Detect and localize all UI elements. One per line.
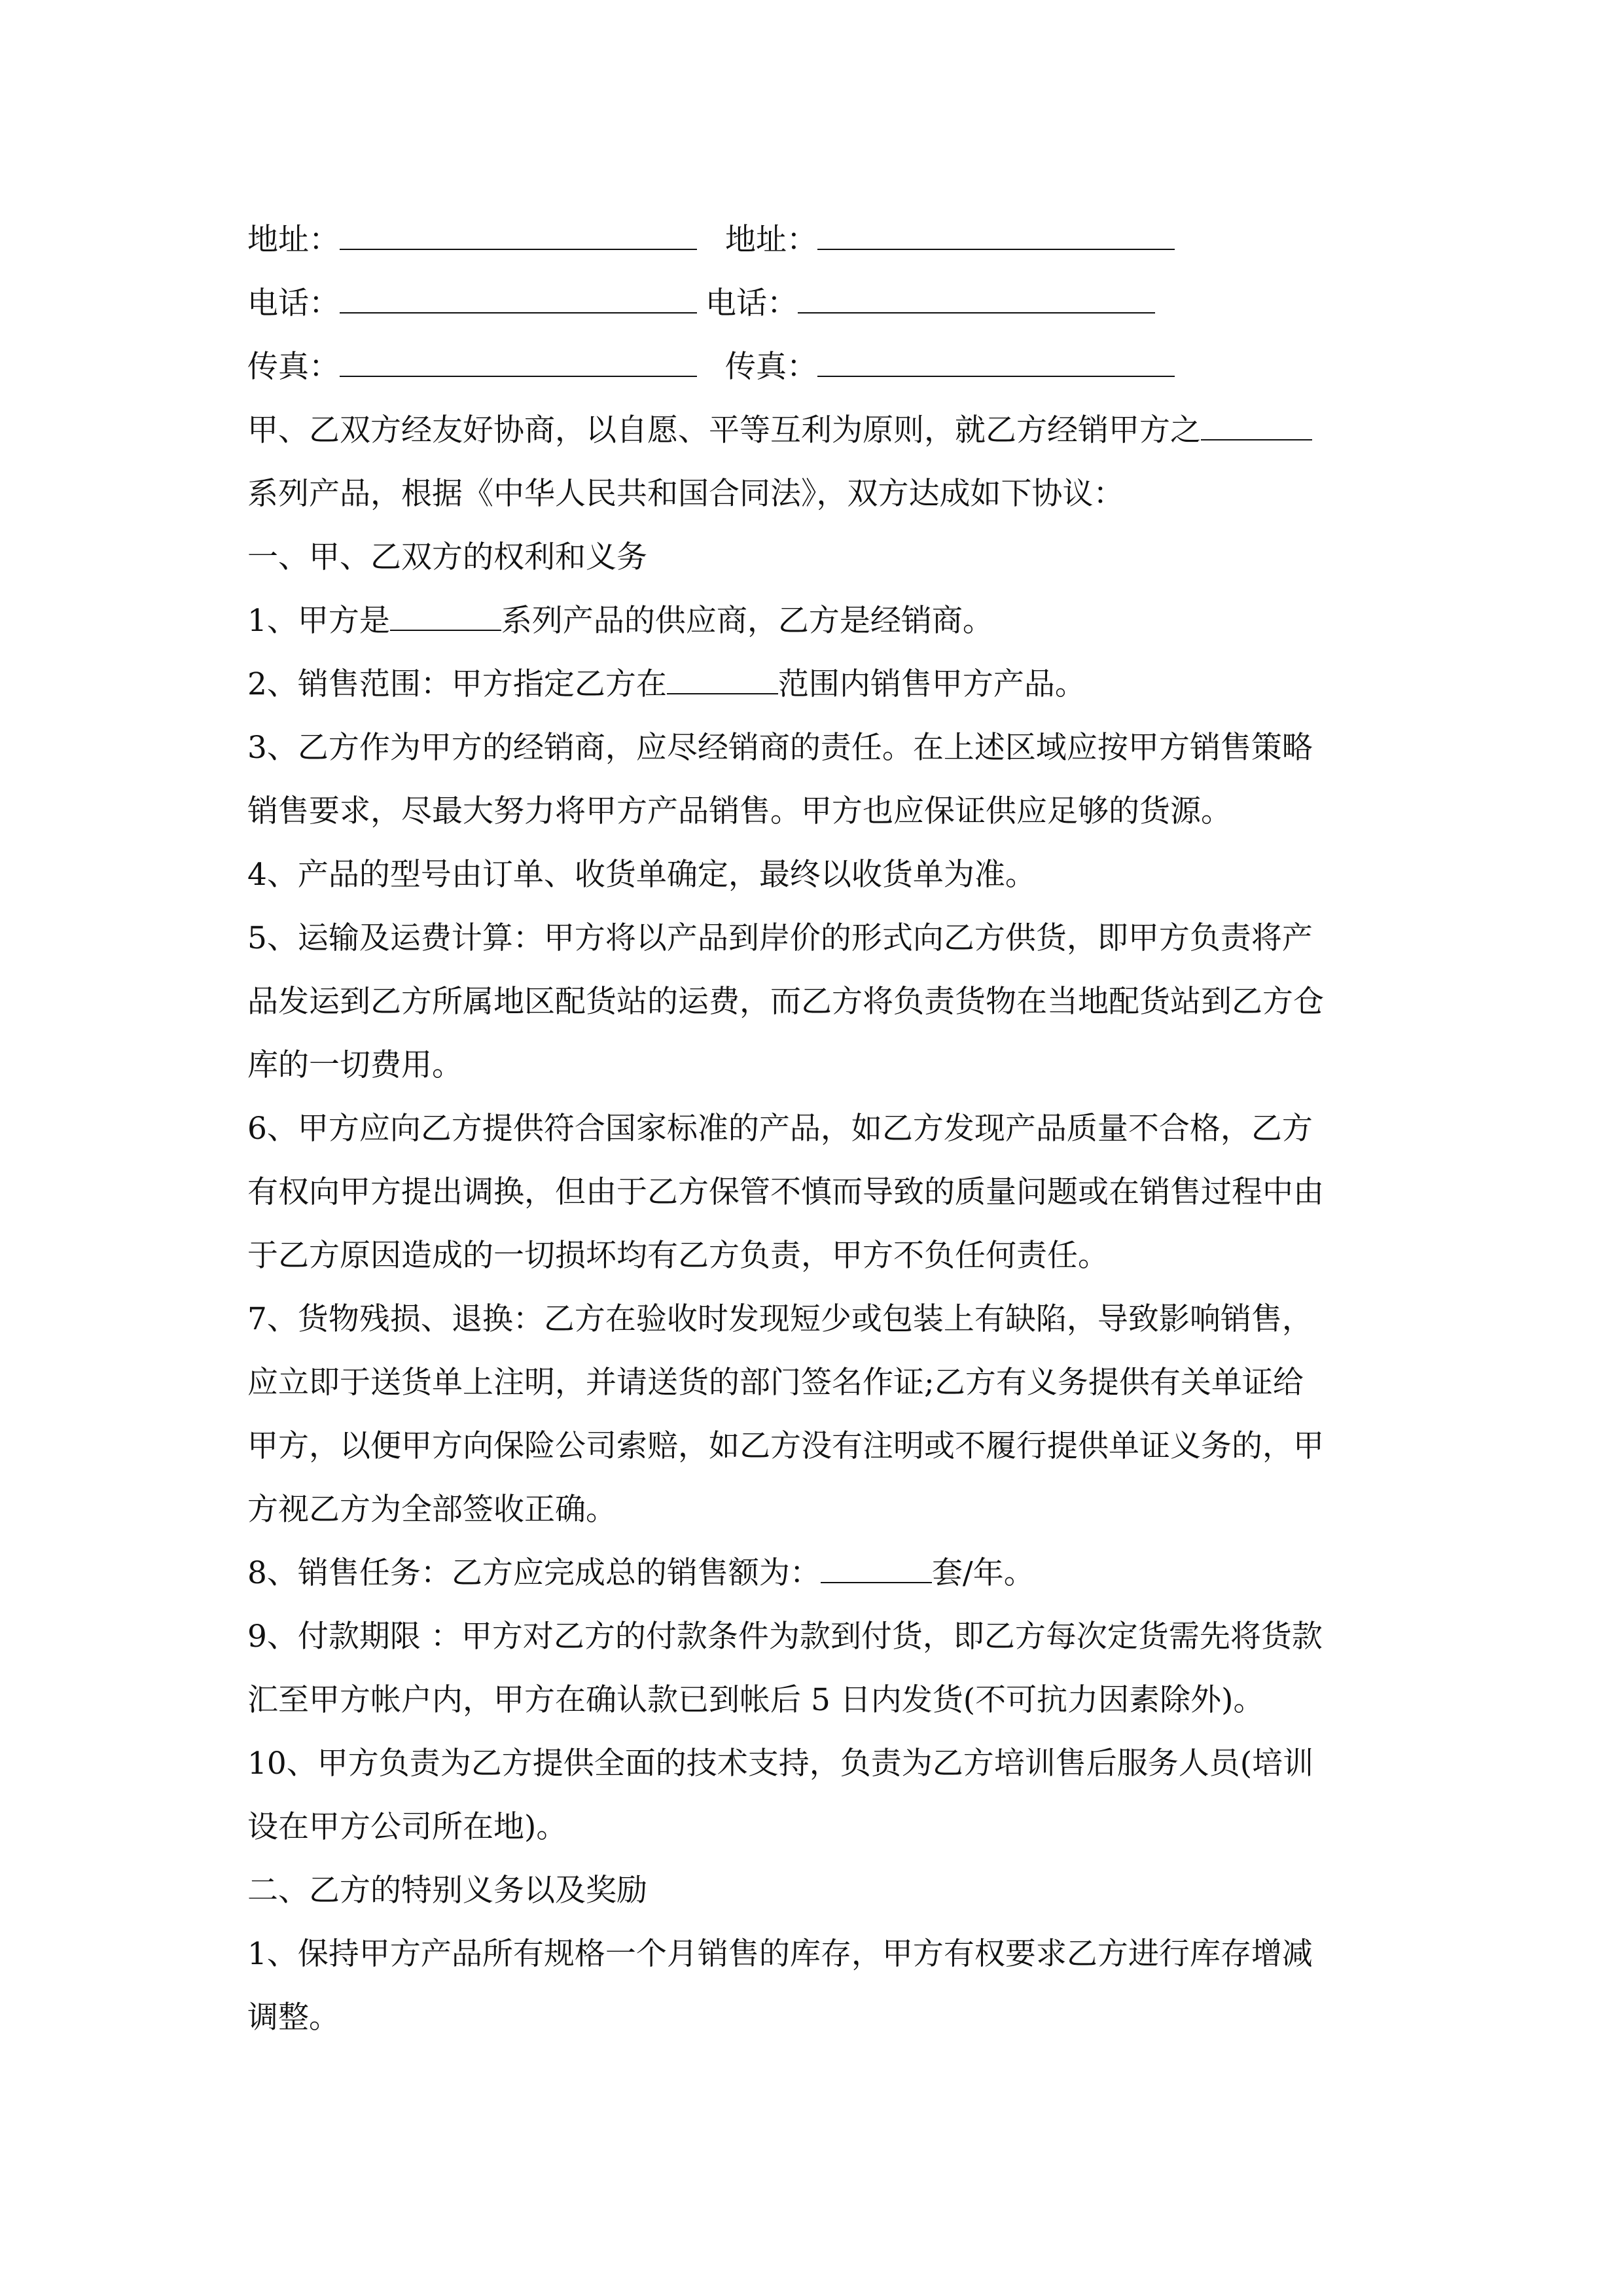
intro-text-2: 系列产品，根据《中华人民共和国合同法》，双方达成如下协议：	[247, 476, 1124, 512]
clause-1-2	[247, 653, 1380, 716]
fax-cell-b	[725, 335, 1175, 399]
clause-1-8-pre: 8、销售任务：乙方应完成总的销售额为：	[247, 1555, 821, 1591]
clause-1-7-line-3: 甲方，以便甲方向保险公司索赔，如乙方没有注明或不履行提供单证义务的，甲	[247, 1428, 1324, 1464]
sales-quota-blank[interactable]	[821, 1558, 932, 1583]
phone-label-a: 电话：	[247, 285, 340, 321]
clause-1-8-post: 套/年。	[931, 1555, 1035, 1591]
address-blank-b[interactable]	[817, 225, 1175, 250]
clause-1-1	[247, 589, 1380, 653]
clause-1-7-line-4: 方视乙方为全部签收正确。	[247, 1492, 616, 1528]
address-label-b: 地址：	[725, 222, 817, 258]
fax-blank-a[interactable]	[340, 352, 697, 377]
clause-1-1-post: 系列产品的供应商，乙方是经销商。	[501, 603, 993, 639]
phone-row	[247, 272, 1380, 335]
clause-1-5-line-2: 品发运到乙方所属地区配货站的运费，而乙方将负责货物在当地配货站到乙方仓	[247, 984, 1324, 1020]
clause-1-2-pre: 2、销售范围：甲方指定乙方在	[247, 666, 667, 702]
phone-label-b: 电话：	[705, 285, 798, 321]
intro-line-2	[247, 462, 1380, 526]
clause-1-10-line-1: 10、甲方负责为乙方提供全面的技术支持，负责为乙方培训售后服务人员(培训	[247, 1746, 1314, 1782]
address-label-a: 地址：	[247, 222, 340, 258]
address-cell-a	[247, 208, 725, 272]
phone-cell-b	[705, 272, 1155, 335]
clause-1-6-line-2: 有权向甲方提出调换，但由于乙方保管不慎而导致的质量问题或在销售过程中由	[247, 1174, 1324, 1210]
clause-1-7-line-1: 7、货物残损、退换：乙方在验收时发现短少或包装上有缺陷，导致影响销售，	[247, 1301, 1313, 1337]
clause-1-10-line-2: 设在甲方公司所在地)。	[247, 1809, 567, 1845]
clause-1-5-line-1: 5、运输及运费计算：甲方将以产品到岸价的形式向乙方供货，即甲方负责将产	[247, 920, 1313, 956]
clause-1-4: 4、产品的型号由订单、收货单确定，最终以收货单为准。	[247, 857, 1036, 893]
fax-label-b: 传真：	[725, 349, 817, 385]
product-series-blank[interactable]	[1201, 416, 1312, 440]
phone-blank-a[interactable]	[340, 289, 697, 314]
fax-label-a: 传真：	[247, 349, 340, 385]
clause-2-1-line-2: 调整。	[247, 2000, 340, 2036]
clause-1-1-pre: 1、甲方是	[247, 603, 390, 639]
address-cell-b	[725, 208, 1175, 272]
clause-1-6-line-3: 于乙方原因造成的一切损坏均有乙方负责，甲方不负任何责任。	[247, 1238, 1109, 1274]
contract-body	[247, 208, 1380, 2049]
address-row	[247, 208, 1380, 272]
clause-1-7-line-2: 应立即于送货单上注明，并请送货的部门签名作证;乙方有义务提供有关单证给	[247, 1365, 1304, 1401]
intro-text-1: 甲、乙双方经友好协商，以自愿、平等互利为原则，就乙方经销甲方之	[247, 412, 1201, 448]
fax-row	[247, 335, 1380, 399]
supplier-series-blank[interactable]	[390, 606, 501, 631]
clause-1-2-post: 范围内销售甲方产品。	[777, 666, 1086, 702]
phone-blank-b[interactable]	[798, 289, 1155, 314]
address-blank-a[interactable]	[340, 225, 697, 250]
section1-heading: 一、甲、乙双方的权利和义务	[247, 539, 647, 575]
clause-1-9-line-2: 汇至甲方帐户内，甲方在确认款已到帐后 5 日内发货(不可抗力因素除外)。	[247, 1682, 1264, 1718]
clause-2-1-line-1: 1、保持甲方产品所有规格一个月销售的库存，甲方有权要求乙方进行库存增减	[247, 1936, 1313, 1972]
clause-1-6-line-1: 6、甲方应向乙方提供符合国家标准的产品，如乙方发现产品质量不合格，乙方	[247, 1111, 1313, 1147]
clause-1-3-line-2: 销售要求，尽最大努力将甲方产品销售。甲方也应保证供应足够的货源。	[247, 793, 1232, 829]
phone-cell-a	[247, 272, 705, 335]
sales-region-blank[interactable]	[667, 670, 778, 694]
intro-line-1	[247, 399, 1380, 462]
clause-1-3-line-1: 3、乙方作为甲方的经销商，应尽经销商的责任。在上述区域应按甲方销售策略	[247, 730, 1313, 766]
fax-cell-a	[247, 335, 725, 399]
section2-heading: 二、乙方的特别义务以及奖励	[247, 1873, 647, 1909]
fax-blank-b[interactable]	[817, 352, 1175, 377]
clause-1-5-line-3: 库的一切费用。	[247, 1047, 463, 1083]
clause-1-9-line-1: 9、付款期限 ：甲方对乙方的付款条件为款到付货，即乙方每次定货需先将货款	[247, 1619, 1323, 1655]
clause-1-8	[247, 1541, 1380, 1605]
